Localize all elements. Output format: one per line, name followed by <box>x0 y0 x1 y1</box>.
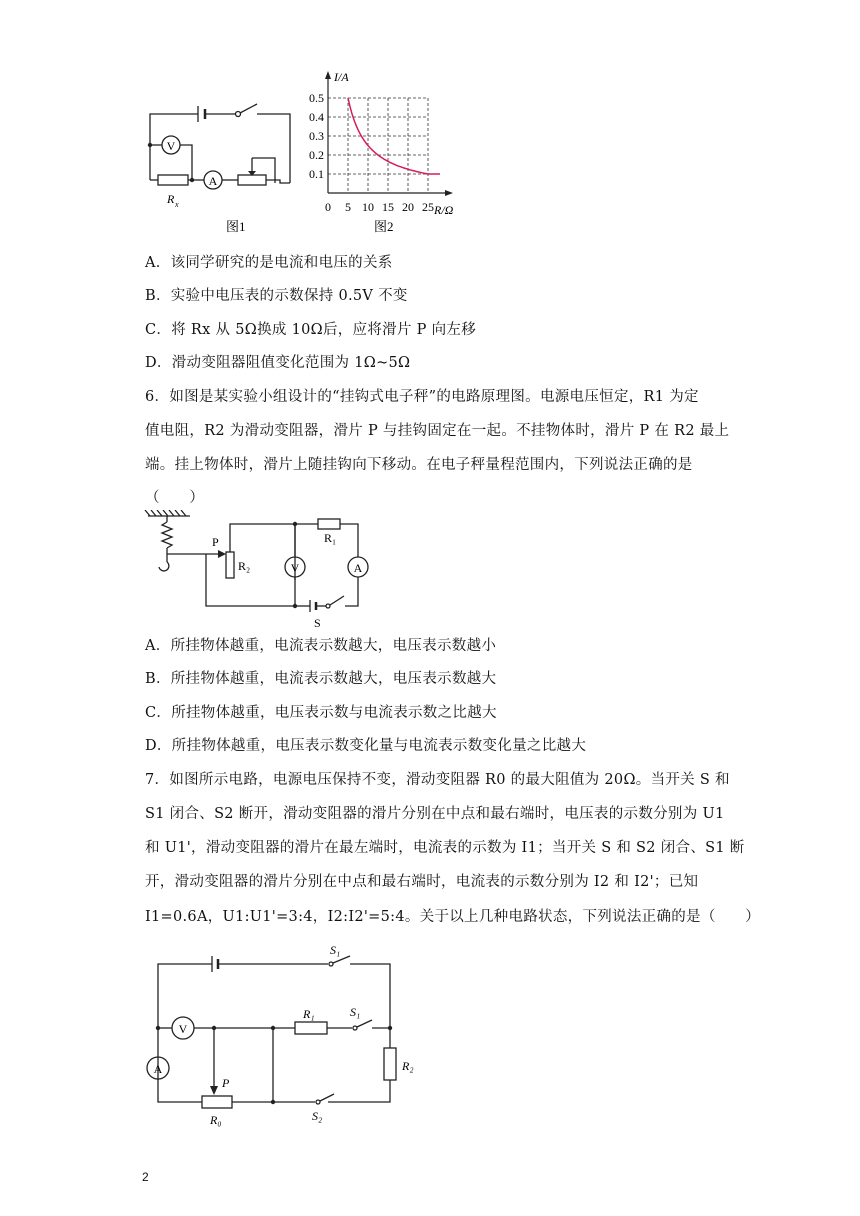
q6-option-a: A．所挂物体越重，电流表示数越大，电压表示数越小 <box>145 638 497 654</box>
q6-r2-label: R₂ <box>238 559 251 573</box>
ammeter-label: A <box>208 174 218 188</box>
q6-switch-label: S <box>314 616 321 630</box>
q6-option-d: D．所挂物体越重，电压表示数变化量与电流表示数变化量之比越大 <box>145 738 587 754</box>
q7-text-line-3: 和 U1'，滑动变阻器的滑片在最左端时，电流表的示数为 I1；当开关 S 和 S2 闭合、S1 断 <box>145 840 745 856</box>
rx-subscript: x <box>175 200 179 209</box>
q6-voltmeter-label: V <box>290 561 300 575</box>
q6-circuit-figure <box>140 510 380 630</box>
voltmeter-label: V <box>166 139 176 153</box>
q7-p-label: P <box>222 1076 230 1090</box>
q6-answer-blank: （ ） <box>145 490 205 506</box>
q7-r0-label: R₀ <box>210 1113 222 1127</box>
q5-option-d: D．滑动变阻器阻值变化范围为 1Ω~5Ω <box>145 355 411 371</box>
q7-voltmeter-label: V <box>178 1022 188 1036</box>
rx-label: R <box>167 192 175 206</box>
q6-r1-label: R₁ <box>324 531 337 545</box>
figure-2-graph <box>300 68 470 238</box>
q6-text-line-1: 6．如图是某实验小组设计的“挂钩式电子秤”的电路原理图。电源电压恒定，R1 为定 <box>145 389 699 405</box>
y-axis-label: I/A <box>334 70 349 84</box>
q7-s2-label: S₂ <box>312 1109 323 1123</box>
q6-p-label: P <box>212 535 219 549</box>
q5-option-b: B．实验中电压表的示数保持 0.5V 不变 <box>145 288 408 304</box>
q6-text-line-3: 端。挂上物体时，滑片上随挂钩向下移动。在电子秤量程范围内，下列说法正确的是 <box>145 457 693 473</box>
figure-1-caption: 图1 <box>226 219 246 234</box>
x-tick-label: 15 <box>382 200 394 214</box>
q7-s1-top-label: S₁ <box>330 943 341 957</box>
q6-text-line-2: 值电阻，R2 为滑动变阻器，滑片 P 与挂钩固定在一起。不挂物体时，滑片 P 在 R2 最上 <box>145 423 730 439</box>
x-tick-label: 25 <box>422 200 434 214</box>
q7-text-line-1: 7．如图所示电路，电源电压保持不变，滑动变阻器 R0 的最大阻值为 20Ω。当开关 S 和 <box>145 772 730 788</box>
q7-text-line-2: S1 闭合、S2 断开，滑动变阻器的滑片分别在中点和最右端时，电压表的示数分别为 U1 <box>145 806 725 822</box>
q7-text-line-5: I1=0.6A，U1:U1'=3:4，I2:I2'=5:4。关于以上几种电路状态，下列说法正确的是（ ） <box>145 909 761 925</box>
y-tick-label: 0.5 <box>309 91 324 105</box>
y-tick-label: 0.4 <box>309 110 324 124</box>
x-tick-label: 0 <box>325 200 331 214</box>
y-tick-label: 0.2 <box>309 148 324 162</box>
q6-option-b: B．所挂物体越重，电流表示数越大，电压表示数越大 <box>145 671 497 687</box>
q7-r2-label: R₂ <box>402 1059 414 1073</box>
figure-1-circuit <box>140 88 300 238</box>
q7-text-line-4: 开，滑动变阻器的滑片分别在中点和最右端时，电流表的示数分别为 I2 和 I2'；已知 <box>145 874 699 890</box>
q6-ammeter-label: A <box>353 561 363 575</box>
x-tick-label: 20 <box>402 200 414 214</box>
y-tick-label: 0.1 <box>309 167 324 181</box>
q7-circuit-figure <box>140 940 440 1130</box>
page-number: 2 <box>142 1170 149 1184</box>
x-tick-label: 5 <box>345 200 351 214</box>
q7-r1-label: R₁ <box>303 1007 315 1021</box>
x-axis-label: R/Ω <box>434 203 454 217</box>
figure-2-caption: 图2 <box>374 219 394 234</box>
q6-option-c: C．所挂物体越重，电压表示数与电流表示数之比越大 <box>145 705 497 721</box>
q7-ammeter-label: A <box>153 1062 163 1076</box>
x-tick-label: 10 <box>362 200 374 214</box>
y-tick-label: 0.3 <box>309 129 324 143</box>
q7-s1-mid-label: S₁ <box>350 1005 361 1019</box>
q5-option-c: C．将 Rx 从 5Ω换成 10Ω后，应将滑片 P 向左移 <box>145 322 477 338</box>
q5-option-a: A．该同学研究的是电流和电压的关系 <box>145 255 393 271</box>
